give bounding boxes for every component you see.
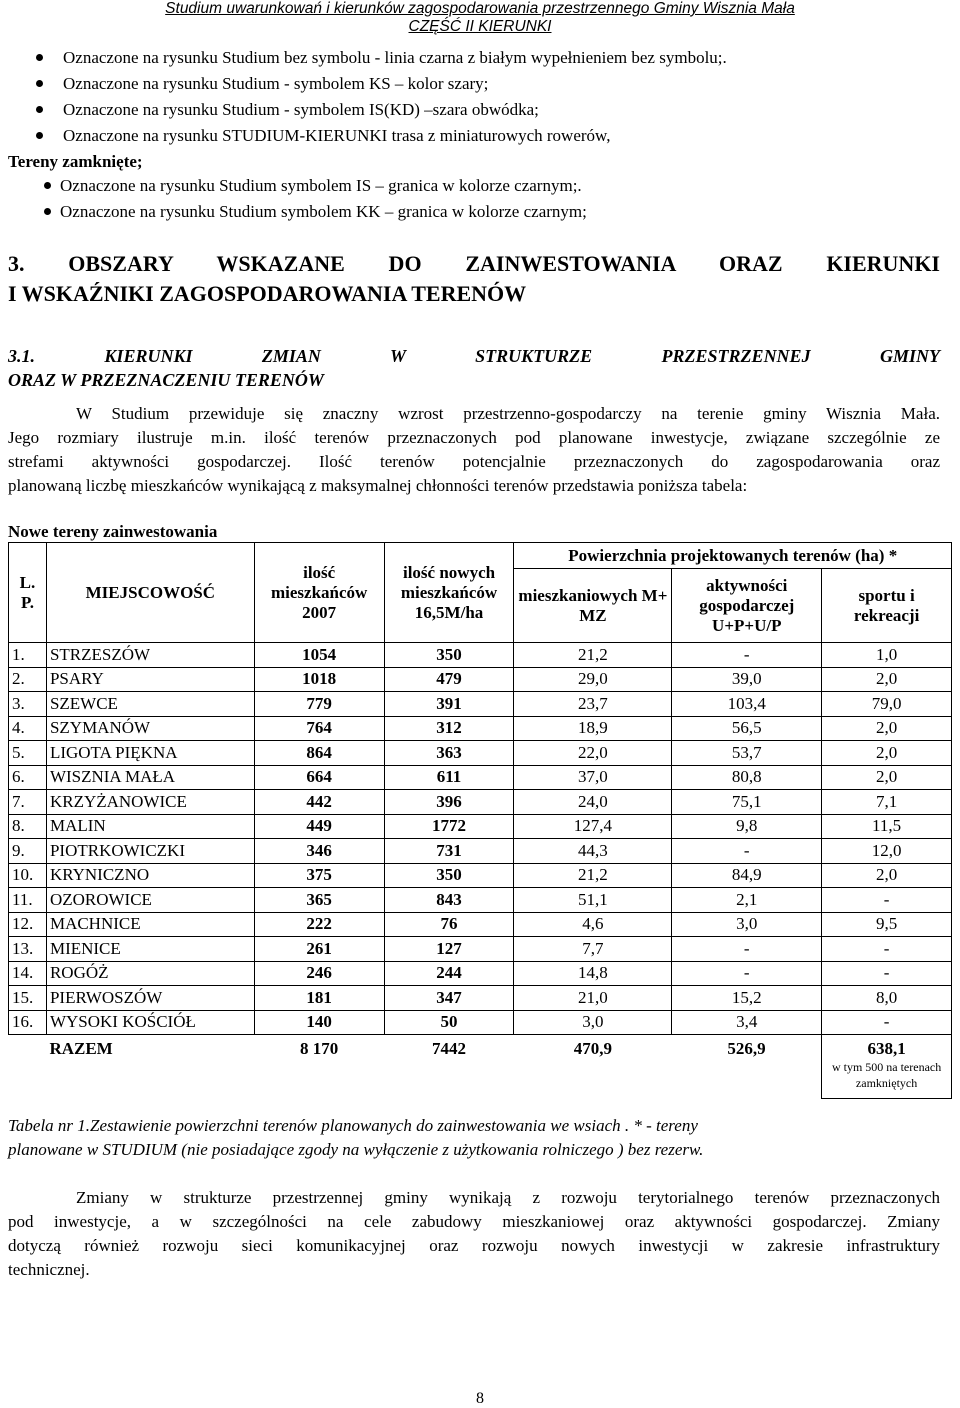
cell-place: WISZNIA MAŁA: [46, 765, 254, 790]
cell-econ: -: [672, 961, 822, 986]
bullet-icon: [36, 132, 43, 139]
cell-lp: 3.: [9, 692, 47, 717]
total-new-residents: 7442: [432, 1039, 467, 1058]
cell-lp: 11.: [9, 888, 47, 913]
cell-resid: 127,4: [514, 814, 672, 839]
cell-econ: 84,9: [672, 863, 822, 888]
total-sport-note: w tym 500 na terenach zamkniętych: [831, 1060, 942, 1090]
table-row: [9, 863, 952, 888]
section-3-1-heading: 3.1. KIERUNKI ZMIAN W STRUKTURZE PRZESTRZENNEJ GMINY: [8, 346, 940, 366]
table-caption: Nowe tereny zainwestowania: [8, 522, 218, 541]
cell-econ: 75,1: [672, 790, 822, 815]
cell-lp: 6.: [9, 765, 47, 790]
cell-lp: 13.: [9, 937, 47, 962]
cell-sport: 2,0: [822, 741, 952, 766]
cell-resid: 21,2: [514, 643, 672, 668]
cell-new: 312: [384, 716, 514, 741]
table-row: [9, 961, 952, 986]
cell-sport: 79,0: [822, 692, 952, 717]
cell-sport: 9,5: [822, 912, 952, 937]
table-row: [9, 1010, 952, 1035]
cell-resid: 21,2: [514, 863, 672, 888]
cell-resid: 21,0: [514, 986, 672, 1011]
cell-res: 375: [254, 863, 384, 888]
cell-res: 181: [254, 986, 384, 1011]
cell-res: 365: [254, 888, 384, 913]
cell-econ: 80,8: [672, 765, 822, 790]
total-label: RAZEM: [49, 1039, 113, 1058]
cell-new: 347: [384, 986, 514, 1011]
list-item: Oznaczone na rysunku Studium bez symbolu - linia czarna z białym wypełnieniem bez symbolu;.: [36, 48, 727, 68]
cell-lp: 5.: [9, 741, 47, 766]
cell-res: 449: [254, 814, 384, 839]
cell-resid: 7,7: [514, 937, 672, 962]
cell-sport: -: [822, 888, 952, 913]
cell-econ: 103,4: [672, 692, 822, 717]
cell-place: MALIN: [46, 814, 254, 839]
table-row: [9, 667, 952, 692]
cell-econ: 3,0: [672, 912, 822, 937]
cell-res: 1054: [254, 643, 384, 668]
cell-sport: 7,1: [822, 790, 952, 815]
table-row: [9, 912, 952, 937]
cell-place: WYSOKI KOŚCIÓŁ: [46, 1010, 254, 1035]
header-sport: sportu i rekreacji: [822, 569, 952, 643]
cell-lp: 8.: [9, 814, 47, 839]
table-row: [9, 692, 952, 717]
cell-sport: 2,0: [822, 765, 952, 790]
cell-new: 1772: [384, 814, 514, 839]
cell-econ: -: [672, 643, 822, 668]
cell-res: 261: [254, 937, 384, 962]
cell-place: PIOTRKOWICZKI: [46, 839, 254, 864]
cell-new: 244: [384, 961, 514, 986]
closed-areas-label: Tereny zamknięte;: [8, 152, 143, 171]
cell-lp: 1.: [9, 643, 47, 668]
header-area-group: Powierzchnia projektowanych terenów (ha) *: [514, 543, 952, 569]
cell-new: 391: [384, 692, 514, 717]
cell-resid: 4,6: [514, 912, 672, 937]
bullet-icon: [44, 208, 51, 215]
total-residential: 470,9: [573, 1039, 613, 1058]
list-item: Oznaczone na rysunku Studium symbolem IS – granica w kolorze czarnym;.: [44, 176, 582, 196]
list-item: Oznaczone na rysunku Studium - symbolem IS(KD) –szara obwódka;: [36, 100, 539, 120]
cell-res: 779: [254, 692, 384, 717]
cell-sport: 11,5: [822, 814, 952, 839]
cell-econ: 53,7: [672, 741, 822, 766]
cell-lp: 10.: [9, 863, 47, 888]
cell-place: SZYMANÓW: [46, 716, 254, 741]
cell-sport: -: [822, 937, 952, 962]
cell-res: 1018: [254, 667, 384, 692]
cell-res: 764: [254, 716, 384, 741]
cell-resid: 29,0: [514, 667, 672, 692]
closing-paragraph: Zmiany w strukturze przestrzennej gminy wynikają z rozwoju terytorialnego terenów przeznaczonych pod inwestycje, a w szczególności na cele zabudowy mieszkaniowej oraz aktywności gospodarczej. Zmiany dotyczą również rozwoju sieci komunikacyjnej oraz rozwoju nowych inwestycji w zakresie infrastruktury technicznej.: [8, 1188, 940, 1279]
bullet-icon: [44, 182, 51, 189]
cell-resid: 44,3: [514, 839, 672, 864]
cell-sport: -: [822, 1010, 952, 1035]
bullet-icon: [36, 106, 43, 113]
cell-econ: -: [672, 937, 822, 962]
cell-resid: 3,0: [514, 1010, 672, 1035]
cell-resid: 51,1: [514, 888, 672, 913]
cell-sport: 2,0: [822, 667, 952, 692]
page-number: 8: [476, 1390, 484, 1407]
cell-sport: 2,0: [822, 863, 952, 888]
list-item: Oznaczone na rysunku Studium symbolem KK – granica w kolorze czarnym;: [44, 202, 587, 222]
cell-lp: 16.: [9, 1010, 47, 1035]
cell-econ: 2,1: [672, 888, 822, 913]
total-sport: 638,1 w tym 500 na terenach zamkniętych: [822, 1035, 952, 1099]
cell-new: 76: [384, 912, 514, 937]
section-3-heading-cont: I WSKAŹNIKI ZAGOSPODAROWANIA TERENÓW: [8, 281, 527, 306]
cell-econ: -: [672, 839, 822, 864]
cell-sport: 8,0: [822, 986, 952, 1011]
list-item: Oznaczone na rysunku Studium - symbolem KS – kolor szary;: [36, 74, 488, 94]
cell-econ: 15,2: [672, 986, 822, 1011]
header-residents-2007: ilość mieszkańców 2007: [254, 543, 384, 643]
cell-econ: 9,8: [672, 814, 822, 839]
cell-new: 350: [384, 643, 514, 668]
cell-resid: 22,0: [514, 741, 672, 766]
cell-place: ROGÓŻ: [46, 961, 254, 986]
cell-res: 442: [254, 790, 384, 815]
cell-new: 479: [384, 667, 514, 692]
header-place: MIEJSCOWOŚĆ: [46, 543, 254, 643]
cell-res: 140: [254, 1010, 384, 1035]
table-row: [9, 986, 952, 1011]
cell-res: 222: [254, 912, 384, 937]
cell-new: 350: [384, 863, 514, 888]
list-item: Oznaczone na rysunku STUDIUM-KIERUNKI trasa z miniaturowych rowerów,: [36, 126, 610, 146]
cell-place: MIENICE: [46, 937, 254, 962]
page-header-title: Studium uwarunkowań i kierunków zagospodarowania przestrzennego Gminy Wisznia Mała: [165, 0, 795, 17]
total-economic: 526,9: [727, 1039, 766, 1058]
header-economic: aktywności gospodarczej U+P+U/P: [672, 569, 822, 643]
table-row: [9, 839, 952, 864]
cell-place: PSARY: [46, 667, 254, 692]
table-row: [9, 716, 952, 741]
investment-table: [8, 542, 952, 1099]
cell-econ: 39,0: [672, 667, 822, 692]
cell-new: 363: [384, 741, 514, 766]
table-row: [9, 765, 952, 790]
cell-place: KRZYŻANOWICE: [46, 790, 254, 815]
cell-res: 246: [254, 961, 384, 986]
cell-lp: 7.: [9, 790, 47, 815]
cell-lp: 14.: [9, 961, 47, 986]
section-3-1-heading-cont: ORAZ W PRZEZNACZENIU TERENÓW: [8, 370, 324, 390]
cell-sport: 2,0: [822, 716, 952, 741]
cell-econ: 56,5: [672, 716, 822, 741]
section-3-heading: 3. OBSZARY WSKAZANE DO ZAINWESTOWANIA ORAZ KIERUNKI: [8, 251, 940, 276]
cell-new: 127: [384, 937, 514, 962]
cell-res: 864: [254, 741, 384, 766]
cell-new: 396: [384, 790, 514, 815]
table-row: [9, 814, 952, 839]
header-new-residents: ilość nowych mieszkańców 16,5M/ha: [384, 543, 514, 643]
cell-place: MACHNICE: [46, 912, 254, 937]
cell-resid: 37,0: [514, 765, 672, 790]
bullet-icon: [36, 54, 43, 61]
cell-resid: 14,8: [514, 961, 672, 986]
cell-resid: 18,9: [514, 716, 672, 741]
intro-paragraph: W Studium przewiduje się znaczny wzrost przestrzenno-gospodarczy na terenie gminy Wisznia Mała. Jego rozmiary ilustruje m.in. ilość terenów przeznaczonych pod planowane inwestycje, związane szczególnie ze strefami aktywności gospodarczej. Ilość terenów potencjalnie przeznaczonych do zagospodarowania oraz planowaną liczbę mieszkańców wynikającą z maksymalnej chłonności terenów przedstawia poniższa tabela:: [8, 404, 940, 495]
cell-new: 843: [384, 888, 514, 913]
cell-lp: 4.: [9, 716, 47, 741]
cell-place: STRZESZÓW: [46, 643, 254, 668]
total-residents: 8 170: [300, 1039, 339, 1058]
cell-new: 611: [384, 765, 514, 790]
cell-econ: 3,4: [672, 1010, 822, 1035]
table-note: Tabela nr 1.Zestawienie powierzchni terenów planowanych do zainwestowania we wsiach . * - tereny planowane w STUDIUM (nie posiadające zgody na wyłączenie z użytkowania rolniczego ) bez rezerw.: [8, 1116, 704, 1159]
cell-resid: 23,7: [514, 692, 672, 717]
table-row: [9, 790, 952, 815]
header-lp: L. P.: [9, 543, 47, 643]
cell-lp: 2.: [9, 667, 47, 692]
bullet-icon: [36, 80, 43, 87]
cell-lp: 12.: [9, 912, 47, 937]
cell-sport: 12,0: [822, 839, 952, 864]
cell-sport: 1,0: [822, 643, 952, 668]
table-row: [9, 741, 952, 766]
cell-place: OZOROWICE: [46, 888, 254, 913]
cell-new: 50: [384, 1010, 514, 1035]
cell-resid: 24,0: [514, 790, 672, 815]
cell-lp: 9.: [9, 839, 47, 864]
cell-sport: -: [822, 961, 952, 986]
cell-res: 346: [254, 839, 384, 864]
cell-place: SZEWCE: [46, 692, 254, 717]
cell-lp: 15.: [9, 986, 47, 1011]
table-row: [9, 937, 952, 962]
table-row: [9, 643, 952, 668]
page-header-part: CZĘŚĆ II KIERUNKI: [408, 18, 552, 35]
cell-res: 664: [254, 765, 384, 790]
cell-place: KRYNICZNO: [46, 863, 254, 888]
header-residential: mieszkaniowych M+ MZ: [514, 569, 672, 643]
cell-place: LIGOTA PIĘKNA: [46, 741, 254, 766]
table-row: [9, 888, 952, 913]
cell-new: 731: [384, 839, 514, 864]
cell-place: PIERWOSZÓW: [46, 986, 254, 1011]
